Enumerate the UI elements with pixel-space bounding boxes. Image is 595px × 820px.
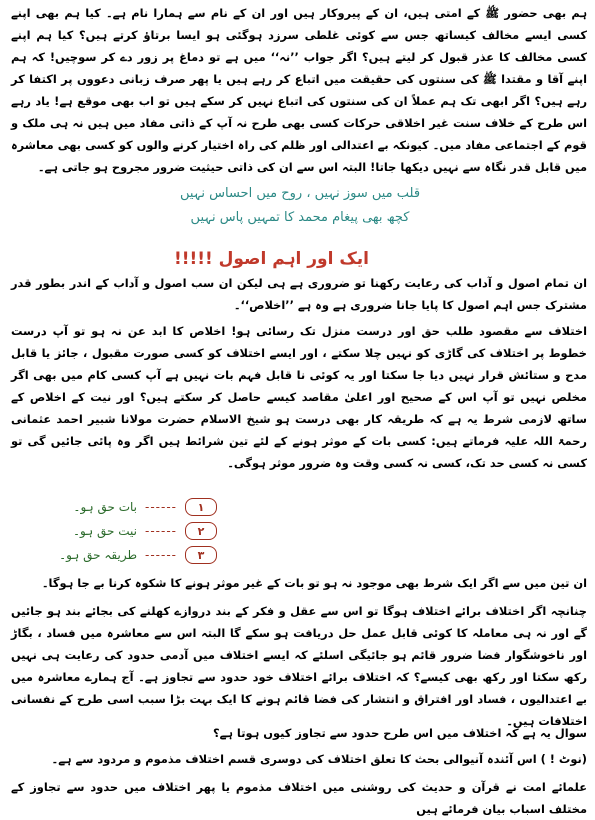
condition-text: نیت حق ہو۔ bbox=[72, 524, 138, 538]
dash-leader: ------ bbox=[145, 548, 177, 562]
note-line: (نوٹ ! ) اس آئندہ آنیوالی بحث کا تعلق اختلاف کی دوسری قسم اختلاف مذموم و مردود سے ہے۔ bbox=[51, 752, 587, 766]
condition-text: بات حق ہو۔ bbox=[73, 500, 138, 514]
section-heading: ایک اور اہم اصول !!!!! bbox=[173, 249, 369, 269]
question-line: سوال یہ ہے کہ اختلاف میں اس طرح حدود سے تجاوز کیوں ہوتا ہے؟ bbox=[213, 726, 587, 740]
final-line: علمائے امت نے قرآن و حدیث کی روشنی میں اختلاف مذموم یا پھر اختلاف میں حدود سے تجاوز کے مختلف اسباب بیان فرمائے ہیں bbox=[11, 780, 587, 816]
principle-paragraph: ان تمام اصول و آداب کی رعایت رکھنا تو ضروری ہے ہی لیکن ان سب اصول و آداب کے اندر بطور قدر مشترک جس اہم اصول کا پایا جانا ضروری ہے وہ ہے ’’اخلاص‘‘۔ bbox=[11, 276, 587, 312]
condition-number-badge: ۲ bbox=[185, 522, 217, 540]
condition-1 bbox=[7, 498, 217, 516]
dash-leader: ------ bbox=[145, 524, 177, 538]
condition-2 bbox=[7, 522, 217, 540]
poem-line-1: قلب میں سوز نہیں ، روح میں احساس نہیں bbox=[179, 186, 421, 201]
intro-paragraph: ہم بھی حضور ﷺ کے امتی ہیں، ان کے پیروکار ہیں اور ان کے نام سے ہمارا نام ہے۔ کیا ہم بھی اپنے کسی ایسے مخالف کیساتھ جس سے کوئی غلطی سرزد ہوگئی ہو ایسا برتاؤ کرتے ہیں؟ کیا ہم اپنے کسی مخالف کا عذر قبول کر لیتے ہیں؟ اگر جواب ’’نہ‘‘ میں ہے تو دماغ پر زور دے کر سوچیں! کہ ہم اپنے آقا و مقتدا ﷺ کی سنتوں کی حقیقت میں اتباع کر رہے ہیں یا پھر صرف زبانی دعووں پر اکتفا کر رہے ہیں؟ اگر ابھی تک ہم عملاً ان کی سنتوں کی اتباع نہیں کر سکے ہیں تو اب بھی موقع ہے! یاد رہے اس طرح کے خلاف سنت غیر اخلاقی حرکات کسی بھی طرح نہ آپ کے ذاتی مفاد میں ہیں نہ ہی ملک و قوم کے اجتماعی مفاد میں۔ کیونکہ بے اعتدالی اور ظلم کی راہ اختیار کرنے والوں کو کسی بھی معاشرہ میں قابل قدر نگاہ سے نہیں دیکھا جاتا! البتہ اس سے ان کی ذاتی حیثیت ضرور مجروح ہو جاتی ہے۔ bbox=[11, 6, 587, 174]
condition-text: طریقہ حق ہو۔ bbox=[59, 548, 138, 562]
ikhlas-paragraph: اختلاف سے مقصود طلب حق اور درست منزل تک رسائی ہو! اخلاص کا ابد عن نہ ہو تو آپ درست خطوط پر اختلاف کی گاڑی کو نہیں چلا سکتے ، اور ایسے اختلاف کو کسی صورت مقبول ، جائز یا قابل مدح و ستائش قرار نہیں دیا جا سکتا اور یہ کوئی نا قابل فہم بات نہیں ہے آپ کسی کام میں بھی اگر مخلص نہیں تو آپ اس کے صحیح اور اعلیٰ مقاصد کیسے حاصل کر سکتے ہیں؟ اور نیت کے اخلاص کے ساتھ لازمی شرط یہ ہے کہ طریقہ کار بھی درست ہو شیخ الاسلام حضرت مولانا شبیر احمد عثمانی رحمۃ اللہ علیہ فرماتے ہیں: کسی بات کے موثر ہونے کے لئے تین شرائط ہیں اگر وہ پائی جائیں گی تو کسی نہ کسی حد تک، کسی نہ کسی وقت وہ ضرور موثر ہوگی۔ bbox=[11, 324, 587, 470]
condition-number-badge: ۱ bbox=[185, 498, 217, 516]
dash-leader: ------ bbox=[145, 500, 177, 514]
condition-number-badge: ۳ bbox=[185, 546, 217, 564]
poem-line-2: کچھ بھی پیغام محمد کا تمہیں پاس نہیں bbox=[190, 210, 410, 225]
condition-3 bbox=[7, 546, 217, 564]
three-conditions-paragraph: ان تین میں سے اگر ایک شرط بھی موجود نہ ہو تو بات کے غیر موثر ہونے کا شکوہ کرنا بے جا ہوگا۔ bbox=[41, 576, 587, 590]
closing-paragraph: چنانچہ اگر اختلاف برائے اختلاف ہوگا تو اس سے عقل و فکر کے بند دروازے کھلنے کی بجائے بند ہو جائیں گے اور نہ ہی معاملہ کا کوئی قابل عمل حل دریافت ہو سکے گا البتہ اس سے معاشرہ میں فساد ، بگاڑ اور ناخوشگوار فضا ضرور قائم ہو جائیگی اسلئے کہ ایسے اختلاف میں آدمی حدود کی رعایت ہی نہیں رکھ سکتا اور رکھ بھی کیسے؟ کہ اختلاف برائے اختلاف خود حدود سے تجاوز ہے۔ آج ہمارے معاشرہ میں بے اعتدالیوں ، فساد اور افتراق و انتشار کی فضا قائم ہونے کا ایک بہت بڑا سبب اسی طرح کے نفسانی اختلافات ہیں۔ bbox=[11, 604, 587, 728]
